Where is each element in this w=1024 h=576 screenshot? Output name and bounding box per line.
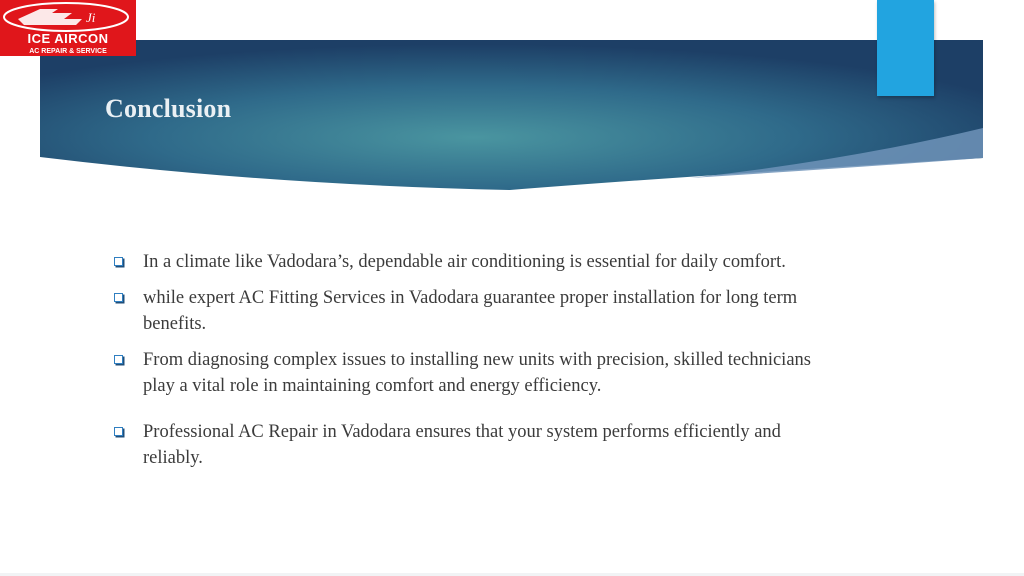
bullet-text: while expert AC Fitting Services in Vadodara guarantee proper installation for long term benefits. [143,288,798,334]
bullet-item [112,419,832,471]
bullet-item [112,285,832,337]
bullet-list [112,249,832,471]
logo-brand-text: ICE AIRCON [27,31,109,46]
svg-text:Ji: Ji [86,10,96,25]
slide-title: Conclusion [105,94,232,123]
bullet-text: From diagnosing complex issues to installing new units with precision, skilled technicians play a vital role in maintaining comfort and energy efficiency. [143,350,811,396]
accent-tab [877,0,934,96]
bullet-text: In a climate like Vadodara’s, dependable air conditioning is essential for daily comfort. [143,252,786,272]
hollow-square-bullet-icon [114,355,123,364]
bullet-item [112,347,832,399]
hollow-square-bullet-icon [114,293,123,302]
company-logo [0,0,136,56]
bullet-item [112,249,832,275]
hollow-square-bullet-icon [114,257,123,266]
hollow-square-bullet-icon [114,427,123,436]
bullet-text: Professional AC Repair in Vadodara ensures that your system performs efficiently and reliably. [143,422,781,468]
logo-tagline-text: AC REPAIR & SERVICE [29,48,107,55]
